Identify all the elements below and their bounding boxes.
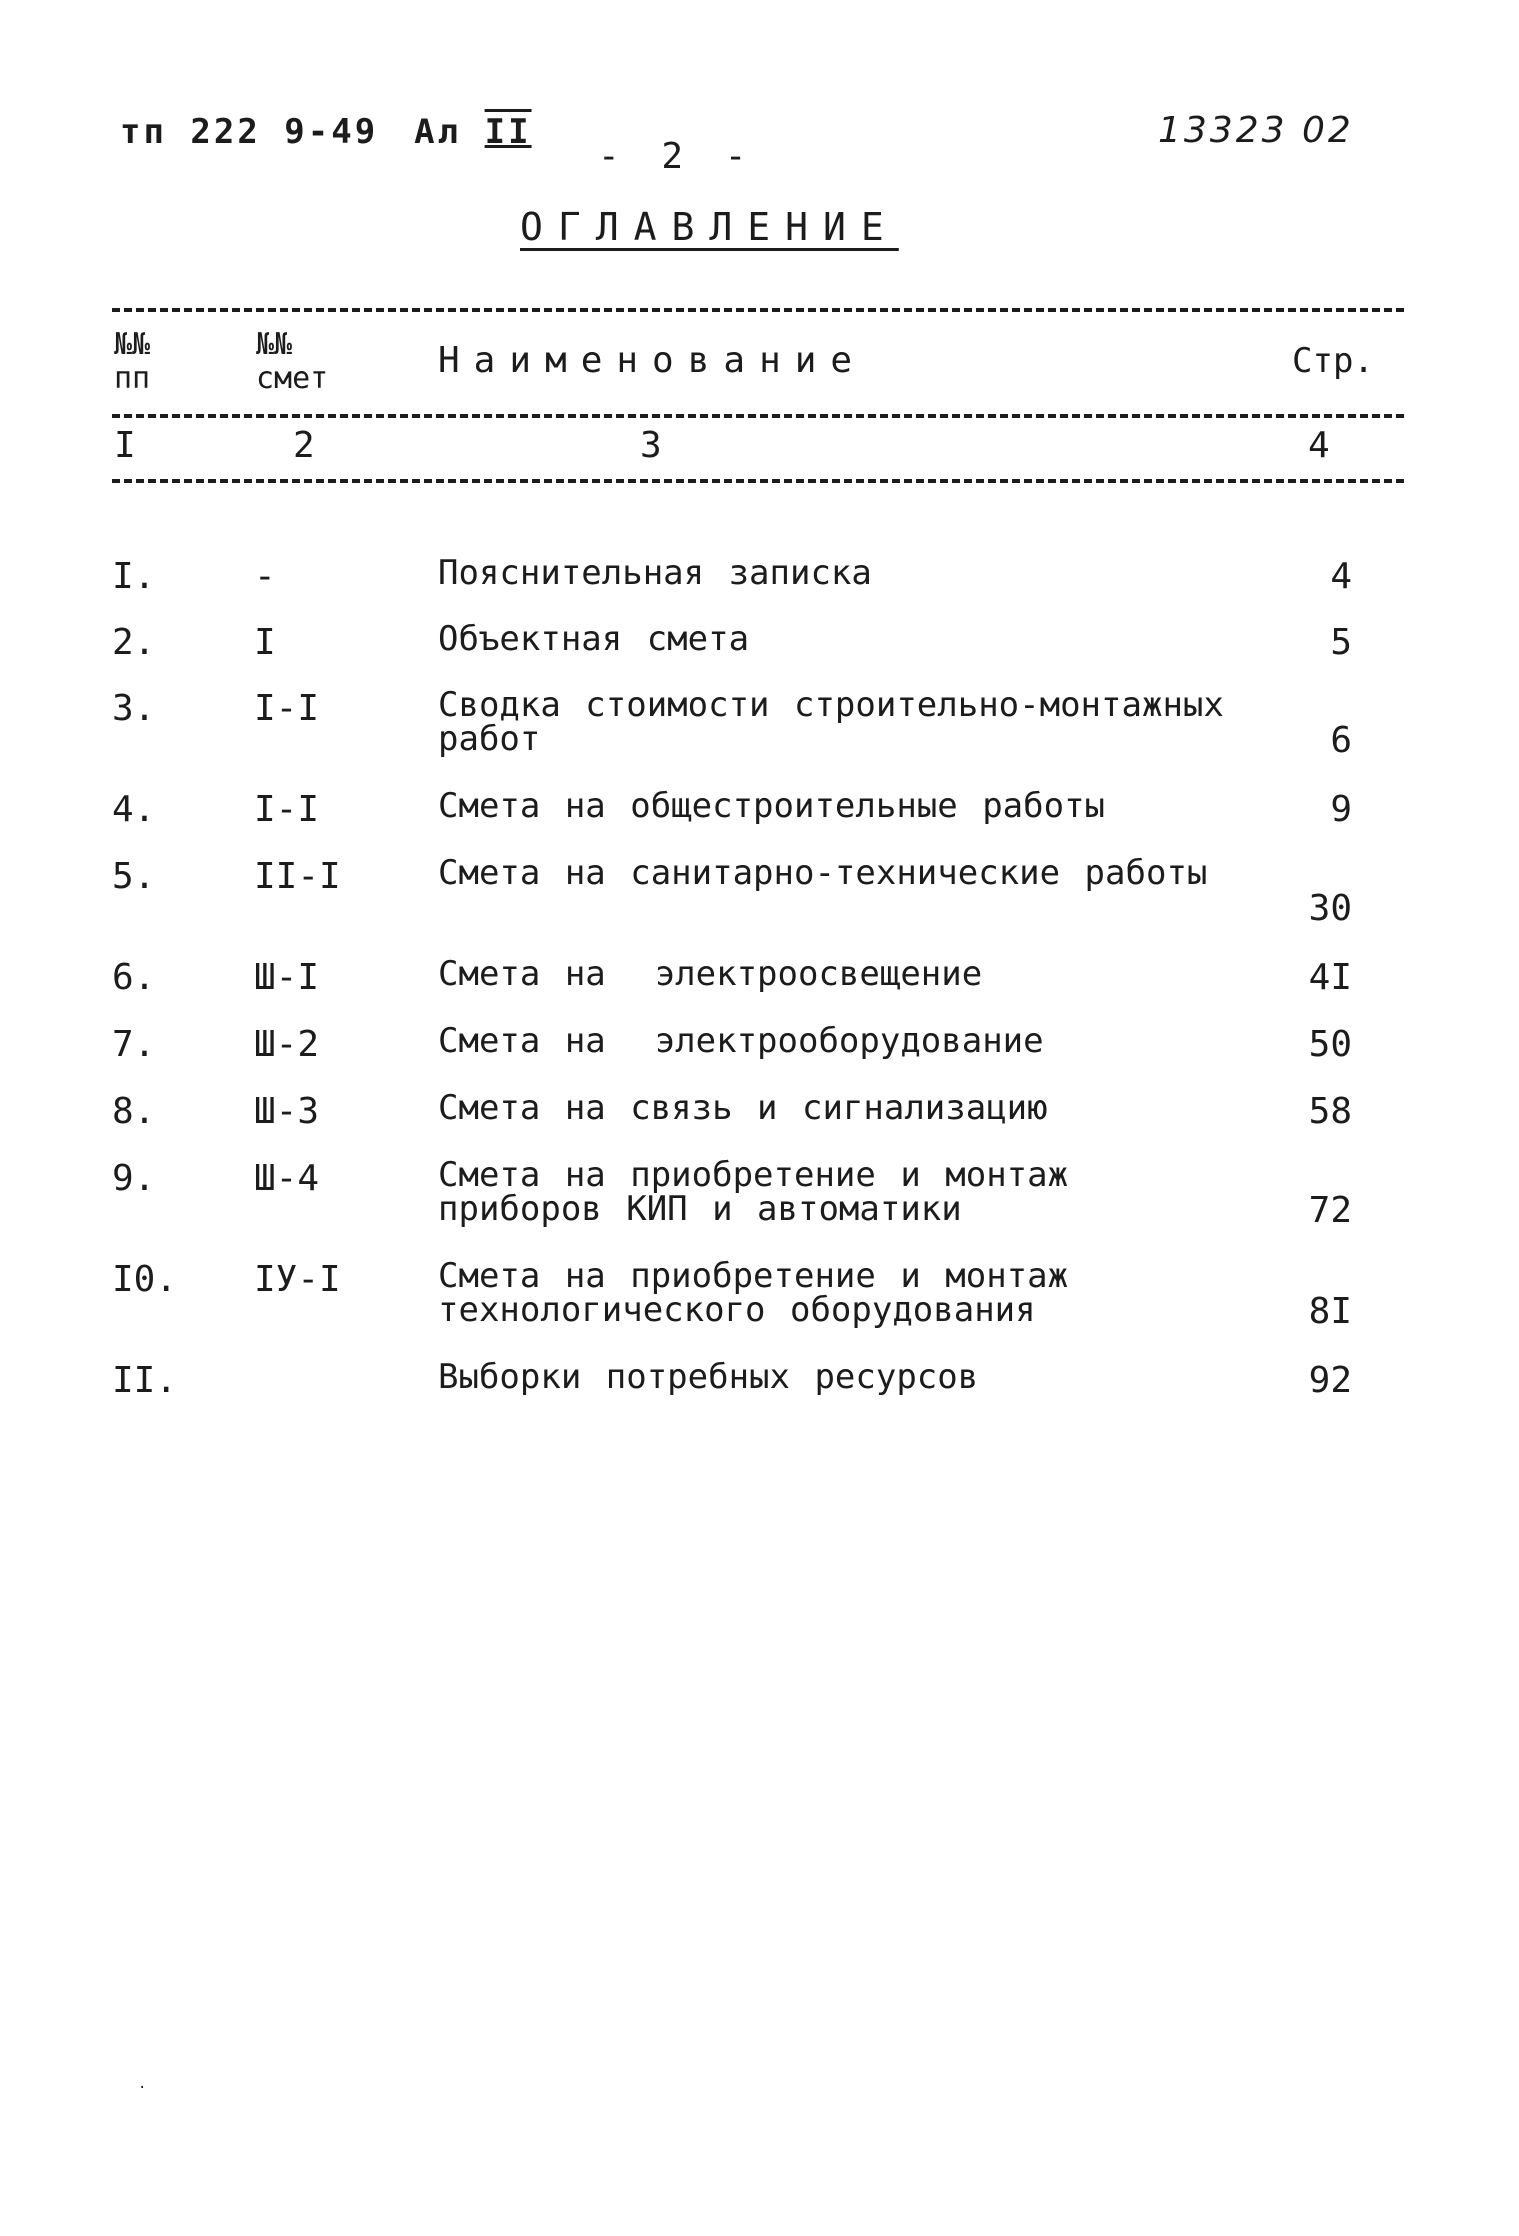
album-label: Ал [414, 112, 462, 152]
row-name: Объектная смета [438, 619, 750, 659]
row-name: Смета на общестроительные работы [438, 786, 1106, 826]
row-page: 92 [1308, 1360, 1352, 1401]
project-code: тп 222 9-49 [120, 112, 379, 152]
toc-row [0, 685, 1519, 789]
toc-row [0, 1357, 1519, 1427]
row-page: 8I [1308, 1291, 1352, 1332]
row-estimate: Ш-2 [254, 1024, 320, 1065]
page-title: ОГЛАВЛЕНИЕ [520, 205, 899, 249]
row-number: 3. [112, 688, 156, 729]
toc-row [0, 1088, 1519, 1158]
row-number: 9. [112, 1158, 156, 1199]
toc-row [0, 853, 1519, 957]
document-number: 13323 02 [1158, 110, 1354, 151]
toc-row [0, 1155, 1519, 1259]
row-estimate: I-I [254, 688, 320, 729]
row-page: 4 [1330, 556, 1352, 597]
column-number-2: 2 [293, 425, 315, 466]
row-estimate: Ш-I [254, 957, 320, 998]
toc-list [0, 553, 1519, 1427]
row-name: Пояснительная записка [438, 553, 872, 593]
row-number: I. [112, 556, 156, 597]
row-number: 8. [112, 1091, 156, 1132]
row-page: 58 [1308, 1091, 1352, 1132]
toc-row [0, 619, 1519, 688]
row-name: Сводка стоимости строительно-монтажных работ [438, 685, 1224, 759]
row-estimate: IУ-I [254, 1259, 341, 1300]
row-name: Смета на электрооборудование [438, 1021, 1044, 1061]
row-page: 30 [1308, 888, 1352, 929]
row-estimate: Ш-4 [254, 1158, 320, 1199]
row-page: 72 [1308, 1190, 1352, 1231]
row-name: Смета на приобретение и монтаж приборов КИП и автоматики [438, 1155, 1069, 1229]
scan-mark: · [138, 2080, 147, 2096]
column-number-3: 3 [640, 425, 662, 466]
row-page: 4I [1308, 957, 1352, 998]
toc-row [0, 786, 1519, 856]
row-number: 4. [112, 789, 156, 830]
album-number: II [484, 112, 532, 152]
row-page: 50 [1308, 1024, 1352, 1065]
header-rule [112, 414, 1404, 418]
row-number: I0. [112, 1259, 178, 1300]
header-name: Наименование [438, 340, 867, 381]
page-number: - 2 - [598, 136, 757, 177]
column-number-rule [112, 479, 1404, 483]
header-no: №№ пп [114, 327, 151, 396]
row-number: 7. [112, 1024, 156, 1065]
row-estimate: Ш-3 [254, 1091, 320, 1132]
row-page: 5 [1330, 622, 1352, 663]
row-name: Смета на электроосвещение [438, 954, 983, 994]
column-number-1: I [114, 425, 136, 466]
row-number: II. [112, 1360, 178, 1401]
document-code [120, 112, 532, 152]
row-estimate: - [254, 556, 276, 597]
row-number: 6. [112, 957, 156, 998]
header-page: Стр. [1292, 341, 1374, 381]
column-number-4: 4 [1308, 425, 1330, 466]
row-name: Смета на санитарно-технические работы [438, 853, 1208, 893]
row-name: Смета на связь и сигнализацию [438, 1088, 1048, 1128]
toc-row [0, 1256, 1519, 1360]
toc-row [0, 1021, 1519, 1091]
row-page: 6 [1330, 720, 1352, 761]
toc-row [0, 553, 1519, 622]
row-page: 9 [1330, 789, 1352, 830]
row-name: Выборки потребных ресурсов [438, 1357, 979, 1397]
table-top-rule [112, 308, 1404, 312]
row-number: 2. [112, 622, 156, 663]
row-estimate: I-I [254, 789, 320, 830]
row-estimate: I [254, 622, 276, 663]
row-estimate: II-I [254, 856, 341, 897]
row-number: 5. [112, 856, 156, 897]
row-name: Смета на приобретение и монтаж технологического оборудования [438, 1256, 1069, 1330]
toc-row [0, 954, 1519, 1024]
header-estimate: №№ смет [256, 327, 329, 396]
